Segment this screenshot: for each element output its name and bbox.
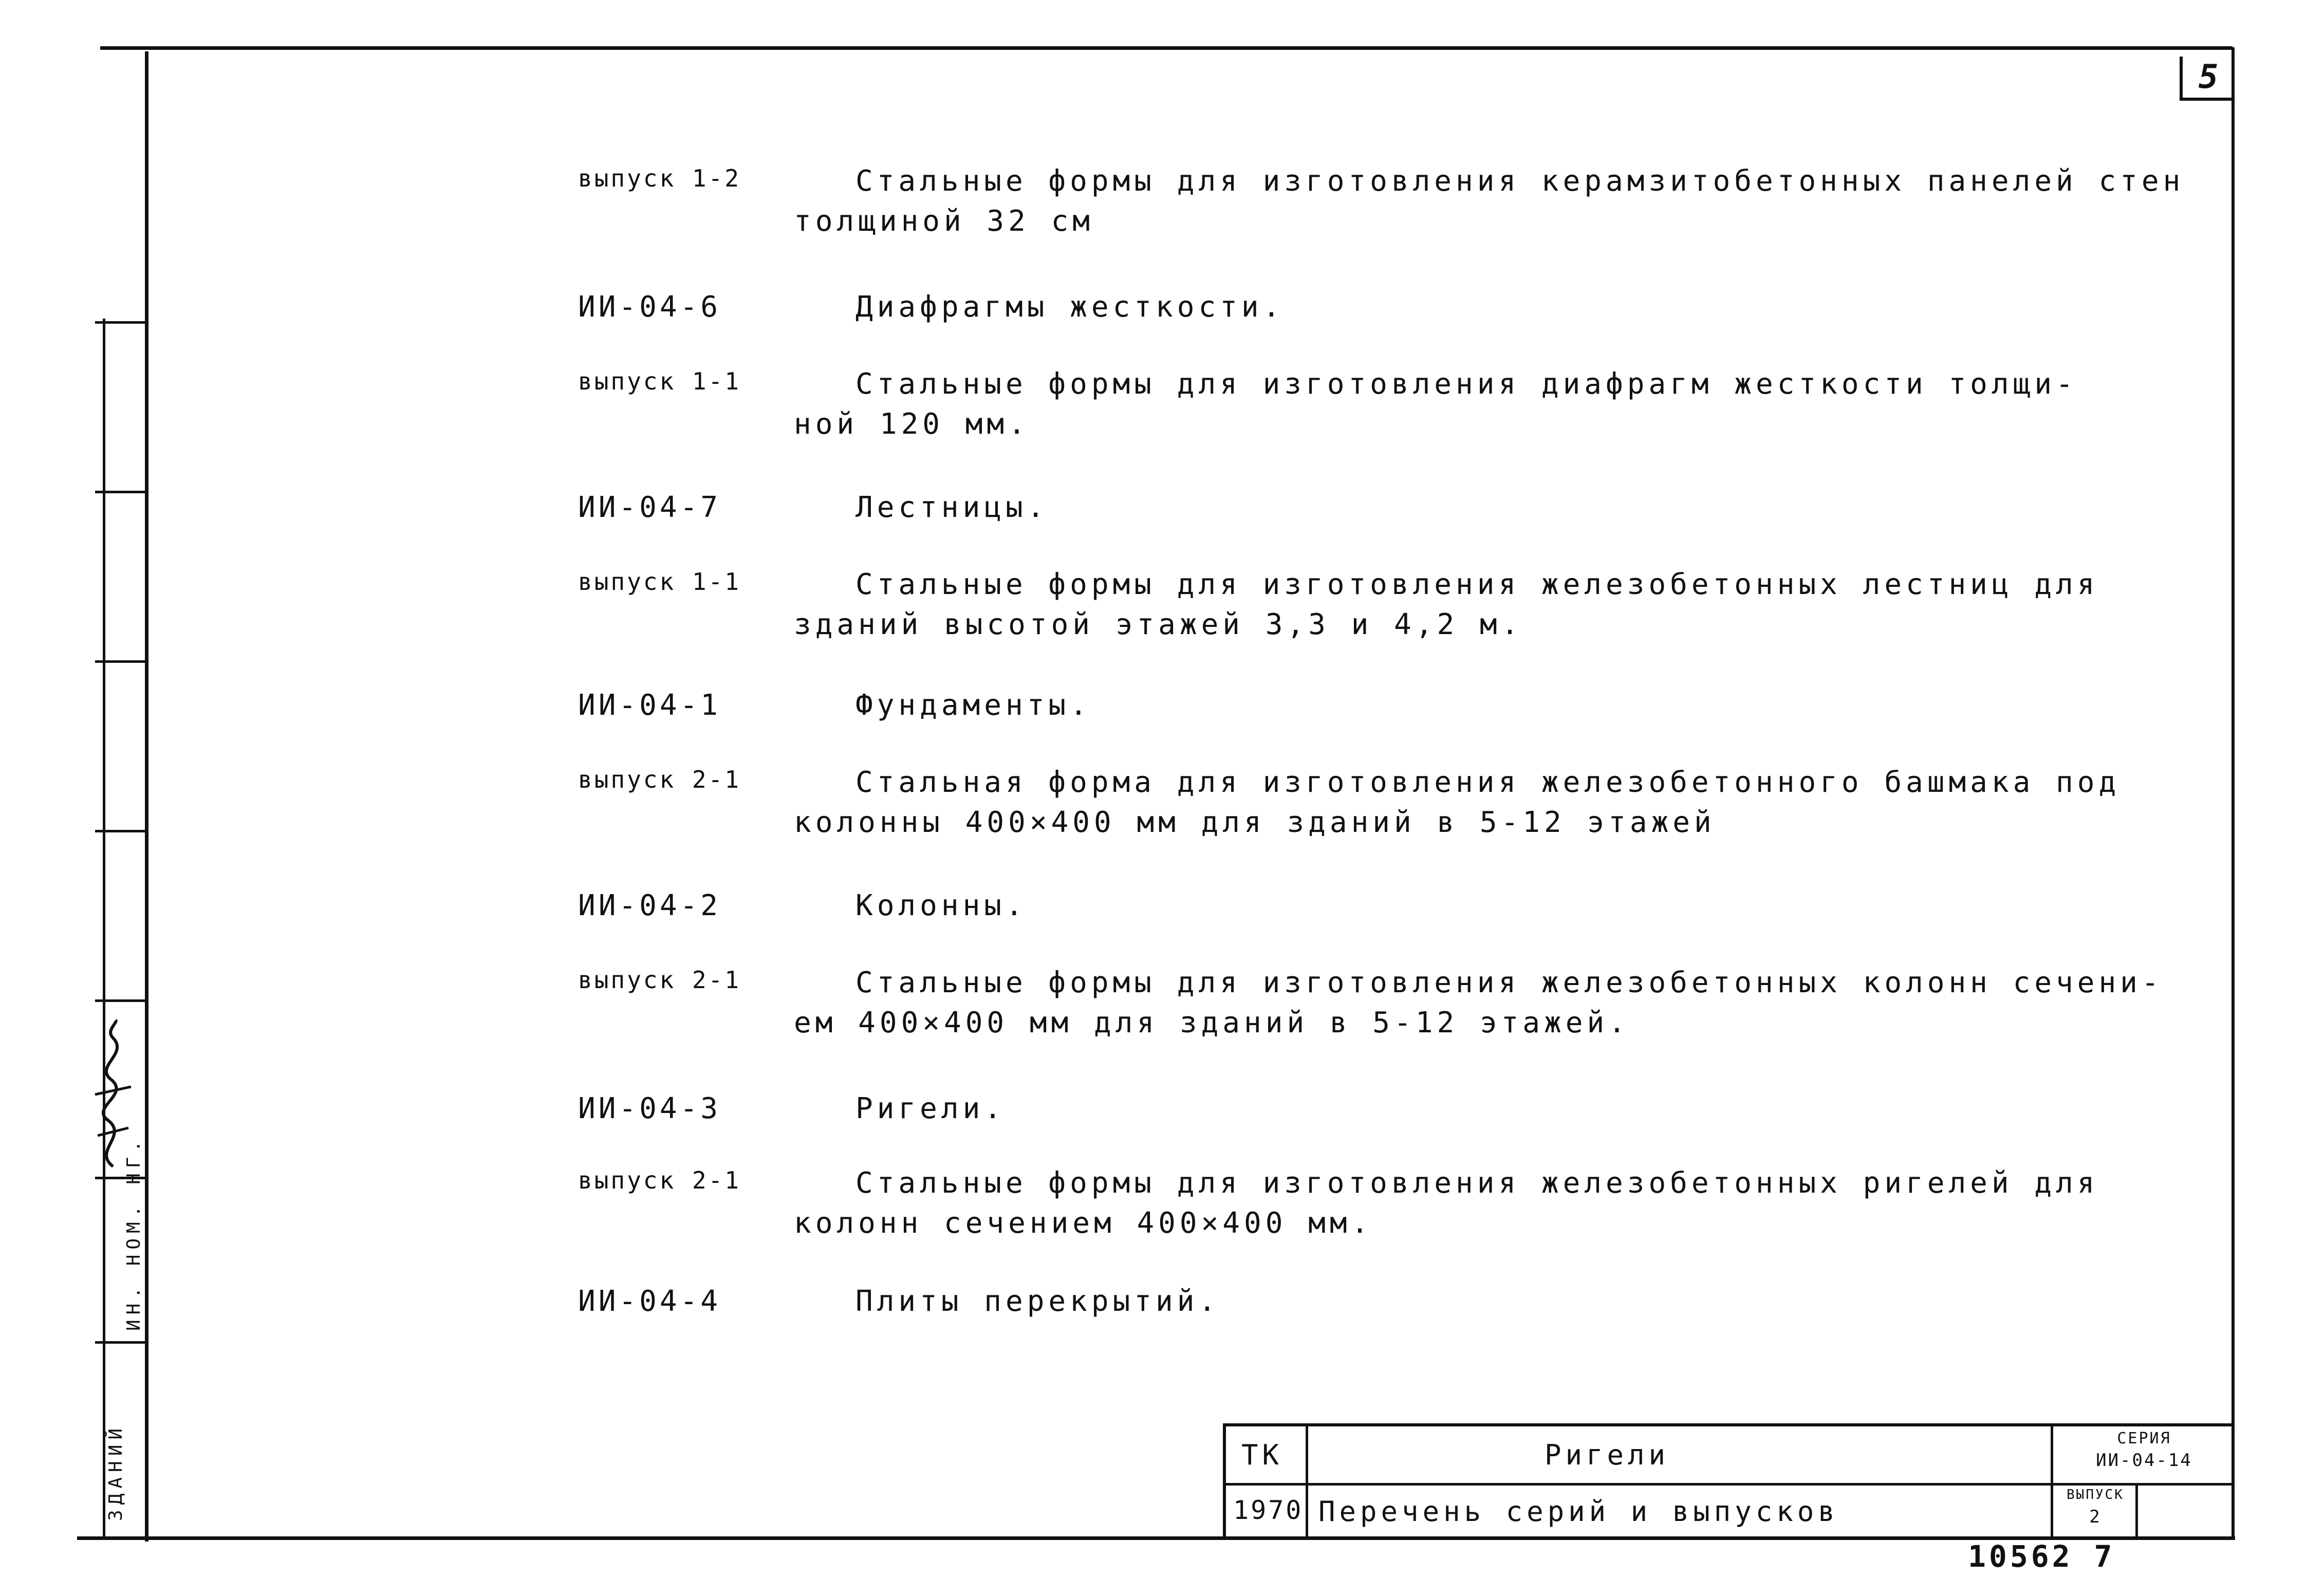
entry-code: ИИ-04-3 (578, 1092, 721, 1125)
entry-description-line: Стальные формы для изготовления железобетонных колонн сечени- (856, 966, 2163, 999)
entry-code: выпуск 2-1 (578, 966, 741, 994)
archive-number: 10562 7 (1968, 1539, 2115, 1574)
title-block-series-value: ИИ-04-14 (2096, 1450, 2192, 1471)
handwritten-signature (82, 1017, 139, 1172)
page-number: 5 (2180, 57, 2234, 101)
entry-description-line: Стальные формы для изготовления диафрагм жесткости толщи- (856, 367, 2077, 401)
entry-code: выпуск 1-2 (578, 164, 741, 192)
title-block-year: 1970 (1233, 1495, 1304, 1525)
entry-description-line: ной 120 мм. (794, 407, 1030, 441)
entry-code: ИИ-04-2 (578, 889, 721, 922)
entry-description-line: Плиты перекрытий. (856, 1285, 1220, 1318)
frame-right-line (2231, 47, 2235, 1537)
entry-description-line: колонн сечением 400×400 мм. (794, 1207, 1373, 1240)
title-block-subtitle: Перечень серий и выпусков (1318, 1495, 1839, 1528)
margin-strip-tick (95, 830, 146, 832)
entry-description-line: Стальные формы для изготовления железобетонных ригелей для (856, 1166, 2099, 1200)
entry-description-line: Колонны. (856, 889, 1027, 922)
entry-code: выпуск 1-1 (578, 568, 741, 596)
entry-code: выпуск 2-1 (578, 1166, 741, 1194)
entry-code: выпуск 1-1 (578, 367, 741, 395)
entry-code: ИИ-04-6 (578, 290, 721, 324)
entry-description-line: Фундаменты. (856, 689, 1091, 722)
entry-code: ИИ-04-7 (578, 491, 721, 524)
entry-description-line: Стальные формы для изготовления железобетонных лестниц для (856, 568, 2099, 601)
entry-description-line: Диафрагмы жесткости. (856, 290, 1285, 324)
entry-code: ИИ-04-1 (578, 689, 721, 722)
entry-description-line: колонны 400×400 мм для зданий в 5-12 этажей (794, 806, 1716, 839)
title-block-divider (1306, 1426, 1308, 1539)
entry-description-line: зданий высотой этажей 3,3 и 4,2 м. (794, 608, 1523, 641)
title-block-title: Ригели (1545, 1439, 1670, 1471)
frame-top-line (100, 46, 2233, 50)
margin-strip-tick (95, 321, 146, 324)
title-block-issue-label: ВЫПУСК (2067, 1487, 2124, 1502)
margin-strip-label-bottom: ЗДАНИЙ (105, 1423, 126, 1521)
margin-strip-tick (95, 660, 146, 663)
entry-description-line: толщиной 32 см (794, 205, 1094, 238)
margin-strip-line (103, 319, 105, 1536)
margin-strip-tick (95, 1341, 146, 1344)
entry-description-line: Лестницы. (856, 491, 1049, 524)
title-block-divider (1226, 1483, 2235, 1486)
frame-left-line (145, 51, 148, 1542)
entry-description-line: Стальные формы для изготовления керамзитобетонных панелей стен (856, 164, 2185, 198)
entry-code: выпуск 2-1 (578, 766, 741, 793)
entry-description-line: ем 400×400 мм для зданий в 5-12 этажей. (794, 1006, 1630, 1040)
title-block-issue-value: 2 (2089, 1507, 2102, 1527)
margin-strip-label-mid: ИН. НОМ. НГ. (123, 1135, 144, 1331)
title-block-tk: ТК (1241, 1439, 1284, 1471)
entry-description-line: Ригели. (856, 1092, 1006, 1125)
entry-code: ИИ-04-4 (578, 1285, 721, 1318)
title-block (1223, 1423, 2235, 1539)
margin-strip-tick (95, 491, 146, 493)
title-block-divider (2051, 1426, 2053, 1539)
entry-description-line: Стальная форма для изготовления железобетонного башмака под (856, 766, 2121, 799)
margin-strip-tick (95, 999, 146, 1002)
title-block-series-label: СЕРИЯ (2117, 1430, 2171, 1447)
